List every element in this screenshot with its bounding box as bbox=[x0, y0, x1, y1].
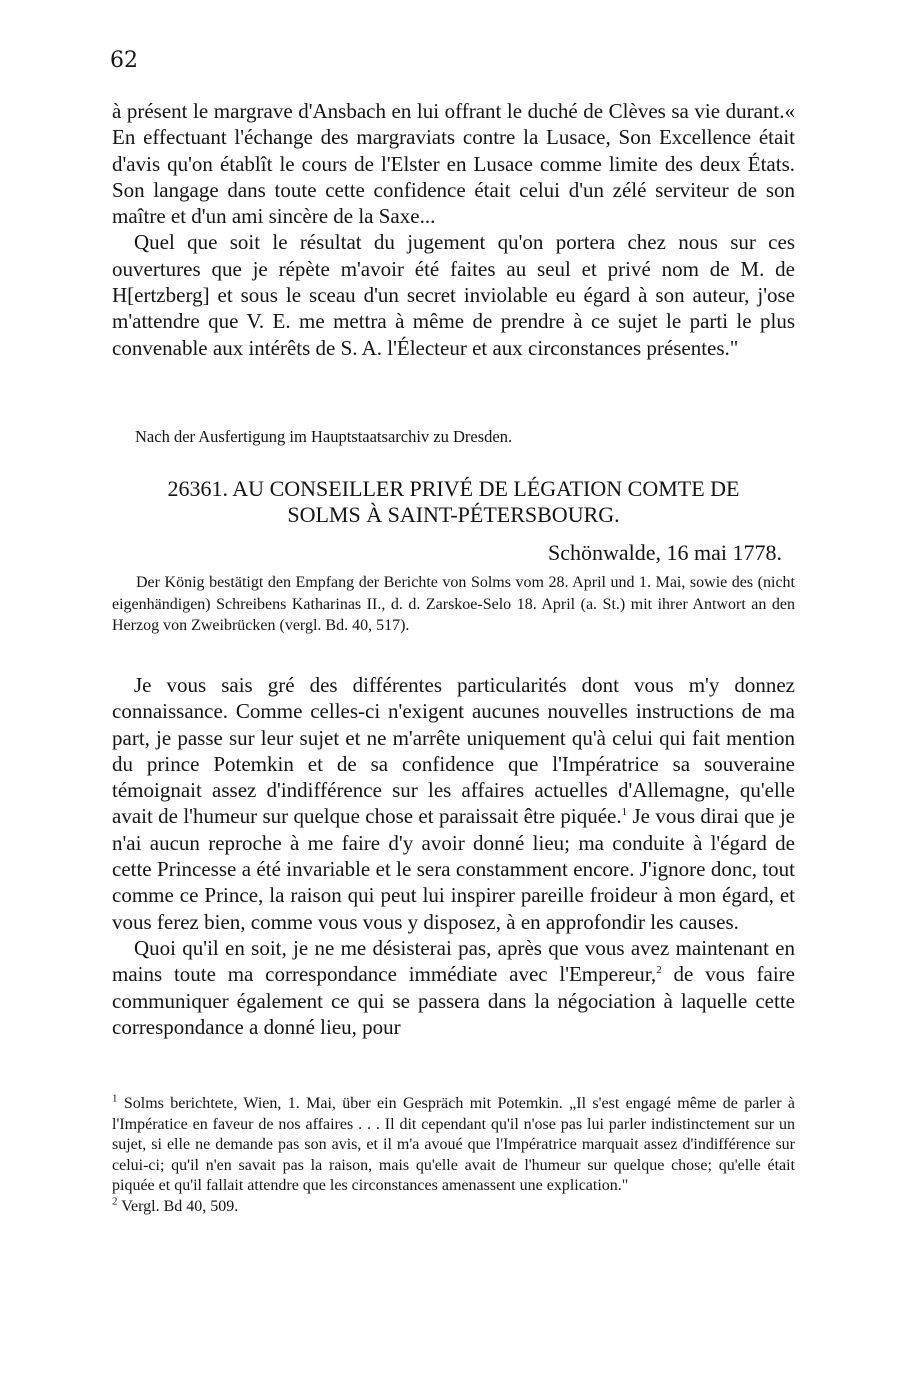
page-number: 62 bbox=[110, 48, 138, 73]
footnote-text: Vergl. Bd 40, 509. bbox=[117, 1197, 239, 1215]
paragraph bbox=[112, 935, 795, 1040]
paragraph bbox=[112, 672, 795, 935]
dateline: Schönwalde, 16 mai 1778. bbox=[547, 540, 782, 565]
letter-number: 26361. bbox=[167, 476, 228, 501]
body-text: Je vous sais gré des différentes particularités dont vous m'y donnez connaissance. Comme celles-ci n'exigent aucunes nouvelles instructions de ma part, je passe sur leur sujet et ne m'arrête uniquement qu'à celui qui fait mention du prince Potemkin et de sa confidence que l'Impératrice sa souveraine témoignait assez d'indifférence sur les affaires actuelles d'Allemagne, qu'elle avait de l'humeur sur quelque chose et paraissait être piquée. bbox=[112, 673, 795, 829]
footnote bbox=[112, 1094, 795, 1197]
top-section bbox=[112, 98, 795, 361]
body-text: de vous faire communiquer également ce qui se passera dans la négociation à laquelle cette correspondance a donné lieu, pour bbox=[112, 962, 795, 1039]
letter-heading bbox=[112, 476, 795, 528]
summary-text: Der König bestätigt den Empfang der Berichte von Solms vom 28. April und 1. Mai, sowie des (nicht eigenhändigen) Schreibens Katharinas II., d. d. Zarskoe-Selo 18. April (a. St.) mit ihrer Antwort an den Herzog von Zweibrücken (vergl. Bd. 40, 517). bbox=[112, 574, 795, 634]
footnote bbox=[112, 1197, 795, 1218]
footnote-text: Solms berichtete, Wien, 1. Mai, über ein Gespräch mit Potemkin. „Il s'est engagé même de parler à l'Impératice en faveur de nos affaires . . . Il dit cependant qu'il n'ose pas lui parler indistinctement sur un sujet, si elle ne demande pas son avis, et il m'a avoué que l'Impératrice marquait assez d'indifférence sur celui-ci; qu'il n'en savait pas la raison, mais qu'elle avait de l'humeur sur quelque chose; qu'elle était piquée et qu'il fallait attendre que les circonstances amenassent une explication." bbox=[112, 1095, 795, 1194]
paragraph: Quel que soit le résultat du jugement qu'on portera chez nous sur ces ouvertures que je répète m'avoir été faites au seul et privé nom de M. de H[ertzberg] et sous le sceau d'un secret inviolable eu égard à son auteur, j'ose m'attendre que V. E. me mettra à même de prendre à ce sujet le parti le plus convenable aux intérêts de S. A. l'Électeur et aux circonstances présentes." bbox=[112, 230, 795, 360]
heading-line-2: SOLMS À SAINT-PÉTERSBOURG. bbox=[287, 502, 620, 527]
paragraph: à présent le margrave d'Ansbach en lui offrant le duché de Clèves sa vie durant.« En effectuant l'échange des margraviats contre la Lusace, Son Excellence était d'avis qu'on établît le cours de l'Elster en Lusace comme limite des deux États. Son langage dans toute cette confidence était celui d'un zélé serviteur de son maître et d'un ami sincère de la Saxe... bbox=[112, 99, 795, 229]
body-text: Je vous dirai que je n'ai aucun reproche à me faire d'y avoir donné lieu; ma conduite à l'égard de cette Princesse a été invariable et le sera constamment encore. J'ignore donc, tout comme ce Prince, la raison qui peut lui inspirer pareille froideur à mon égard, et vous ferez bien, comme vous vous y disposez, à en approfondir les causes. bbox=[112, 804, 796, 934]
body-text: Quoi qu'il en soit, je ne me désisterai pas, après que vous avez maintenant en mains toute ma correspondance immédiate avec l'Empereur, bbox=[112, 935, 795, 987]
letter-summary bbox=[112, 572, 795, 637]
letter-body bbox=[112, 672, 795, 1040]
heading-line-1: AU CONSEILLER PRIVÉ DE LÉGATION COMTE DE bbox=[232, 476, 740, 501]
footnotes bbox=[112, 1094, 795, 1217]
source-note: Nach der Ausfertigung im Hauptstaatsarchiv zu Dresden. bbox=[135, 427, 513, 446]
footnote-mark: 2 bbox=[112, 1195, 118, 1208]
footnote-ref: 1 bbox=[621, 806, 628, 819]
footnote-mark: 1 bbox=[112, 1092, 118, 1105]
footnote-ref: 2 bbox=[656, 964, 662, 977]
